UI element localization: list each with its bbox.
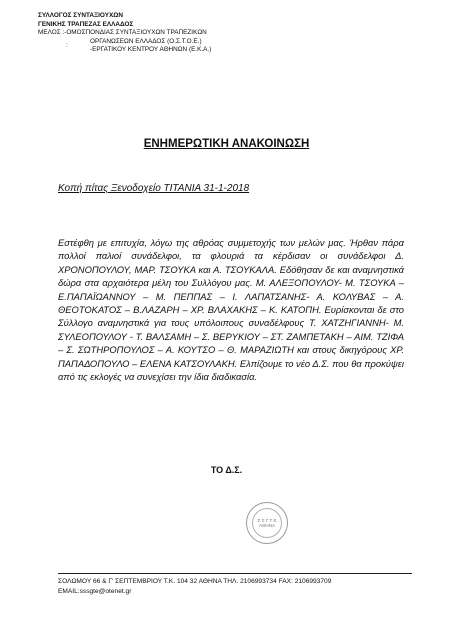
signature: ΤΟ Δ.Σ. xyxy=(210,465,243,475)
stamp-inner-ring xyxy=(252,508,282,538)
bank-name: ΓΕΝΙΚΗΣ ΤΡΑΠΕΖΑΣ ΕΛΛΑΔΟΣ xyxy=(38,20,134,28)
footer-divider xyxy=(58,573,412,574)
announcement-body xyxy=(58,236,404,383)
footer-address: ΣΟΛΩΜΟΥ 66 & Γ' ΣΕΠΤΕΜΒΡΙΟΥ Τ.Κ. 104 32 ΑΘΗΝΑ ΤΗΛ. 2106993734 FAX: 2106993709 xyxy=(58,578,332,585)
member-federation: -ΟΜΟΣΠΟΝΔΙΑΣ ΣΥΝΤΑΞΙΟΥΧΩΝ ΤΡΑΠΕΖΙΚΩΝ xyxy=(64,29,207,37)
stamp-text-top: Σ Σ Γ Τ Ε xyxy=(257,517,277,523)
member-line-3 xyxy=(38,46,211,55)
letterhead xyxy=(38,12,211,55)
header-colon: : xyxy=(66,42,68,49)
member-line-2 xyxy=(38,38,211,47)
footer xyxy=(58,577,331,598)
members-label: ΜΕΛΟΣ : xyxy=(38,29,65,37)
footer-email: EMAIL:sssgte@otenet.gr xyxy=(58,588,132,596)
member-line-1 xyxy=(38,29,211,38)
official-stamp xyxy=(246,502,288,544)
stamp-text-bottom: ΑΘΗΝΑ xyxy=(258,523,276,528)
member-federation-org: ΟΡΓΑΝΩΣΕΩΝ ΕΛΛΑΔΟΣ (Ο.Σ.Τ.Ο.Ε.) xyxy=(90,37,202,45)
association-name: ΣΥΛΛΟΓΟΣ ΣΥΝΤΑΞΙΟΥΧΩΝ xyxy=(38,12,123,19)
document-title: ΕΝΗΜΕΡΩΤΙΚΗ ΑΝΑΚΟΙΝΩΣΗ xyxy=(143,138,310,150)
event-subtitle: Κοπή πίτας Ξενοδοχείο ΤΙΤΑΝΙΑ 31-1-2018 xyxy=(58,183,250,194)
body-paragraph: Εστέφθη με επιτυχία, λόγω της αθρόας συμμετοχής των μελών μας. Ήρθαν πάρα πολλοί παλιοί συνάδελφοι, τα φλουριά τα κέρδισαν οι συνάδελφοι Δ. ΧΡΟΝΟΠΟΥΛΟΥ, ΜΑΡ. ΤΣΟΥΚΑ και Α. ΤΣΟΥΚΑΛΑ. Εδόθησαν δε και αναμνηστικά δώρα στα αρχαιότερα μέλη του Συλλόγου μας. Μ. ΑΛΕΞΟΠΟΥΛΟΥ- Μ. ΤΣΟΥΚΑ – Ε.ΠΑΠΑΪΩΑΝΝΟΥ – Μ. ΠΕΠΠΑΣ – Ι. ΛΑΠΑΤΣΑΝΗΣ- Α. ΚΟΛΥΒΑΣ – Α. ΘΕΟΤΟΚΑΤΟΣ – Β.ΛΑΖΑΡΗ – ΧΡ. ΒΛΑΧΑΚΗΣ – Κ. ΚΑΤΟΠΗ. Ευρίσκονται δε στο Σύλλογο αναμνηστικά για τους υπόλοιπους συναδέλφους Τ. ΧΑΤΖΗΓΙΑΝΝΗ- Μ. ΣΥΛΕΟΠΟΥΛΟΥ - Τ. ΒΑΛΣΑΜΗ – Σ. ΒΕΡΥΚΙΟΥ – ΣΤ. ΖΑΜΠΕΤΑΚΗ – ΑΙΜ. ΤΖΙΦΑ – Σ. ΣΩΤΗΡΟΠΟΥΛΟΣ – Α. ΚΟΥΤΣΟ – Θ. ΜΑΡΑΖΙΩΤΗ και στους δικηγόρους ΧΡ. ΠΑΠΑΔΟΠΟΥΛΟ – ΕΛΕΝΑ ΚΑΤΣΟΥΛΑΚΗ. Ελπίζουμε το νέο Δ.Σ. που θα προκύψει από τις εκλογές να συνεχίσει την ίδια διαδικασία. xyxy=(58,237,404,383)
member-labour-centre: -ΕΡΓΑΤΙΚΟΥ ΚΕΝΤΡΟΥ ΑΘΗΝΩΝ (Ε.Κ.Α.) xyxy=(90,46,212,54)
